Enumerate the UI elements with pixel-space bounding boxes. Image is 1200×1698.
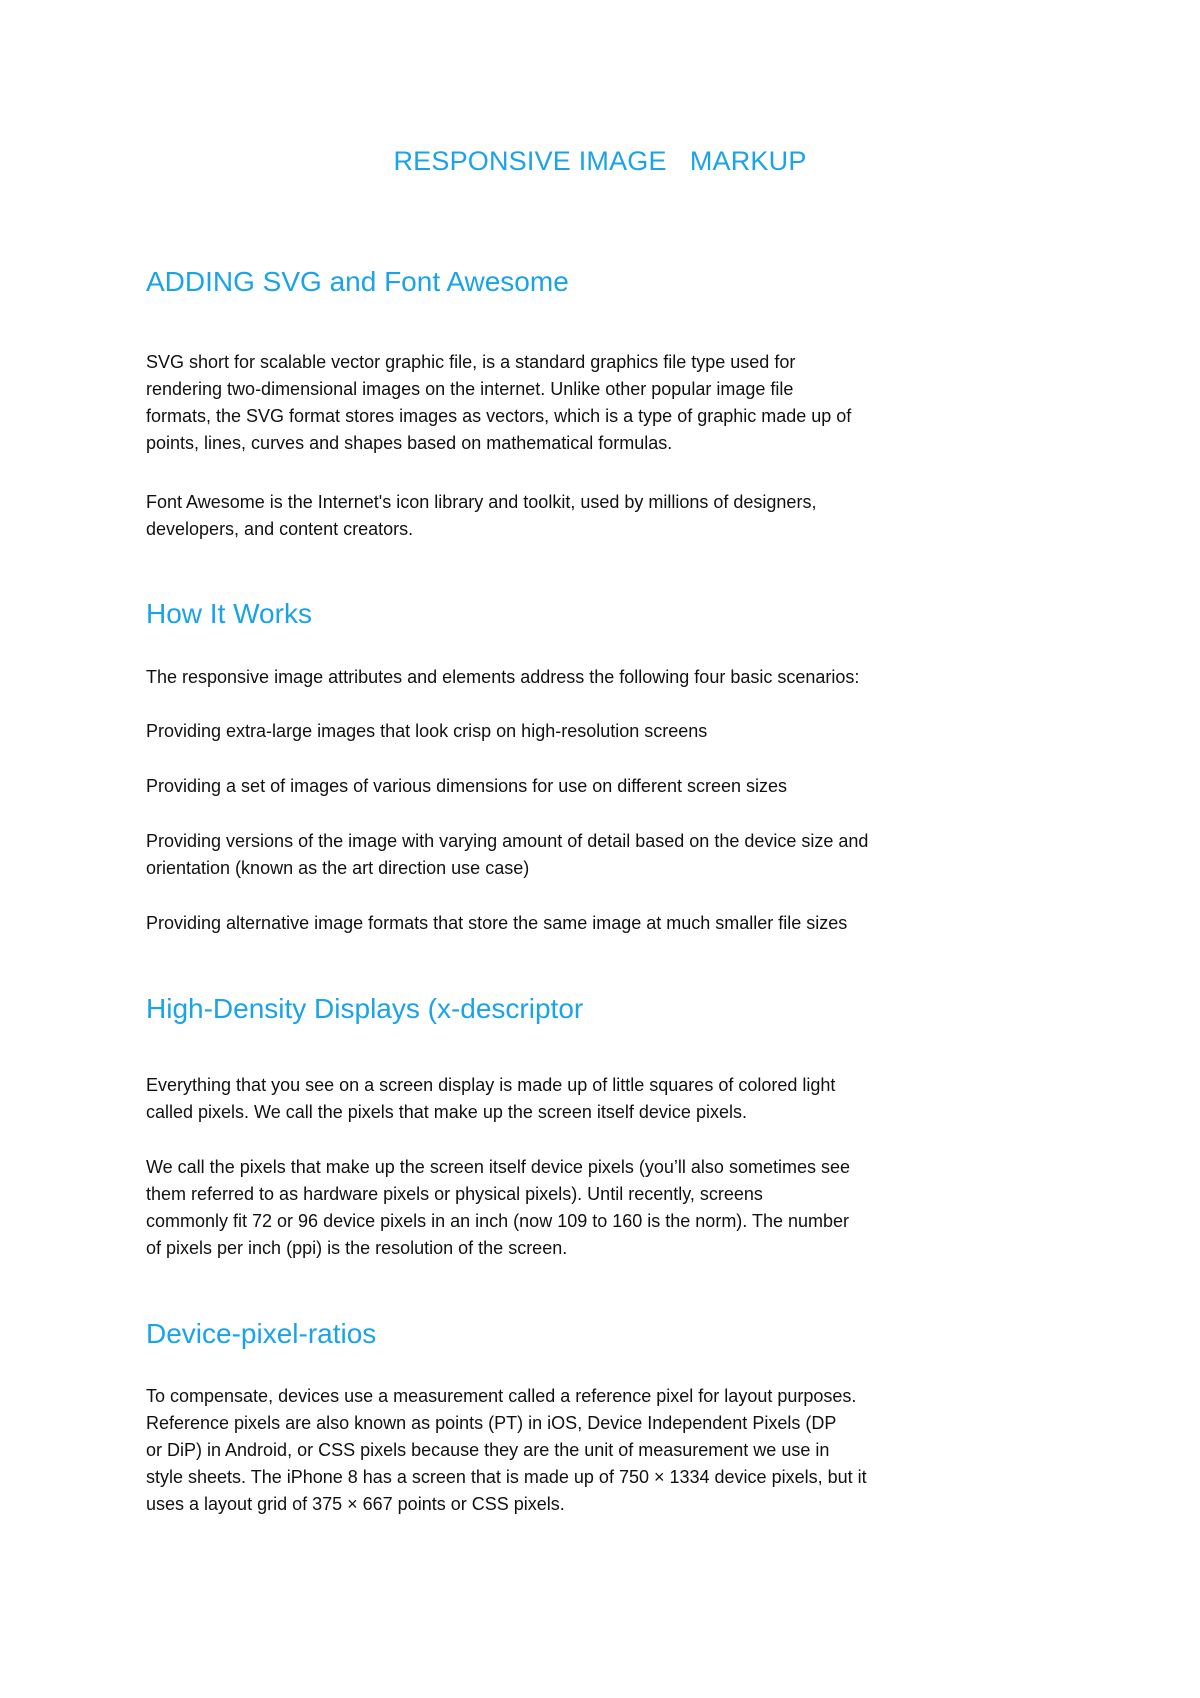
text-line: Providing a set of images of various dimensions for use on different screen sizes bbox=[146, 776, 787, 796]
text-line: points, lines, curves and shapes based on mathematical formulas. bbox=[146, 433, 673, 453]
text-line: style sheets. The iPhone 8 has a screen that is made up of 750 × 1334 device pixels, but it bbox=[146, 1467, 867, 1487]
text-line: SVG short for scalable vector graphic file, is a standard graphics file type used for bbox=[146, 352, 796, 372]
document-title: RESPONSIVE IMAGE MARKUP bbox=[393, 146, 807, 176]
paragraph-scenario-4 bbox=[146, 910, 996, 937]
text-line: commonly fit 72 or 96 device pixels in an inch (now 109 to 160 is the norm). The number bbox=[146, 1211, 850, 1231]
text-line: Font Awesome is the Internet's icon library and toolkit, used by millions of designers, bbox=[146, 492, 817, 512]
text-line: Everything that you see on a screen display is made up of little squares of colored light bbox=[146, 1075, 836, 1095]
text-line: Providing alternative image formats that store the same image at much smaller file sizes bbox=[146, 913, 848, 933]
text-line: To compensate, devices use a measurement called a reference pixel for layout purposes. bbox=[146, 1386, 857, 1406]
paragraph-svg-definition bbox=[146, 349, 996, 457]
text-line: formats, the SVG format stores images as vectors, which is a type of graphic made up of bbox=[146, 406, 852, 426]
text-line: The responsive image attributes and elements address the following four basic scenarios: bbox=[146, 667, 860, 687]
section-heading-how-it-works: How It Works bbox=[146, 598, 312, 629]
section-heading-device-pixel-ratios: Device-pixel-ratios bbox=[146, 1318, 377, 1349]
paragraph-hardware-pixels bbox=[146, 1154, 996, 1262]
text-line: developers, and content creators. bbox=[146, 519, 414, 539]
text-line: Reference pixels are also known as points (PT) in iOS, Device Independent Pixels (DP bbox=[146, 1413, 837, 1433]
paragraph-scenarios-intro bbox=[146, 664, 996, 691]
text-line: called pixels. We call the pixels that make up the screen itself device pixels. bbox=[146, 1102, 747, 1122]
text-line: of pixels per inch (ppi) is the resolution of the screen. bbox=[146, 1238, 568, 1258]
paragraph-font-awesome bbox=[146, 489, 996, 543]
paragraph-scenario-1 bbox=[146, 718, 996, 745]
text-line: uses a layout grid of 375 × 667 points or CSS pixels. bbox=[146, 1494, 565, 1514]
section-heading-high-density-displays: High-Density Displays (x-descriptor bbox=[146, 993, 584, 1024]
paragraph-device-pixels bbox=[146, 1072, 996, 1126]
section-heading-svg-font-awesome: ADDING SVG and Font Awesome bbox=[146, 266, 569, 297]
text-line: Providing versions of the image with varying amount of detail based on the device size and bbox=[146, 831, 869, 851]
paragraph-scenario-3 bbox=[146, 828, 996, 882]
text-line: orientation (known as the art direction use case) bbox=[146, 858, 530, 878]
text-line: rendering two-dimensional images on the internet. Unlike other popular image file bbox=[146, 379, 794, 399]
text-line: them referred to as hardware pixels or physical pixels). Until recently, screens bbox=[146, 1184, 763, 1204]
paragraph-scenario-2 bbox=[146, 773, 996, 800]
text-line: Providing extra-large images that look crisp on high-resolution screens bbox=[146, 721, 708, 741]
text-line: We call the pixels that make up the screen itself device pixels (you’ll also sometimes see bbox=[146, 1157, 850, 1177]
text-line: or DiP) in Android, or CSS pixels because they are the unit of measurement we use in bbox=[146, 1440, 830, 1460]
paragraph-reference-pixels bbox=[146, 1383, 996, 1518]
